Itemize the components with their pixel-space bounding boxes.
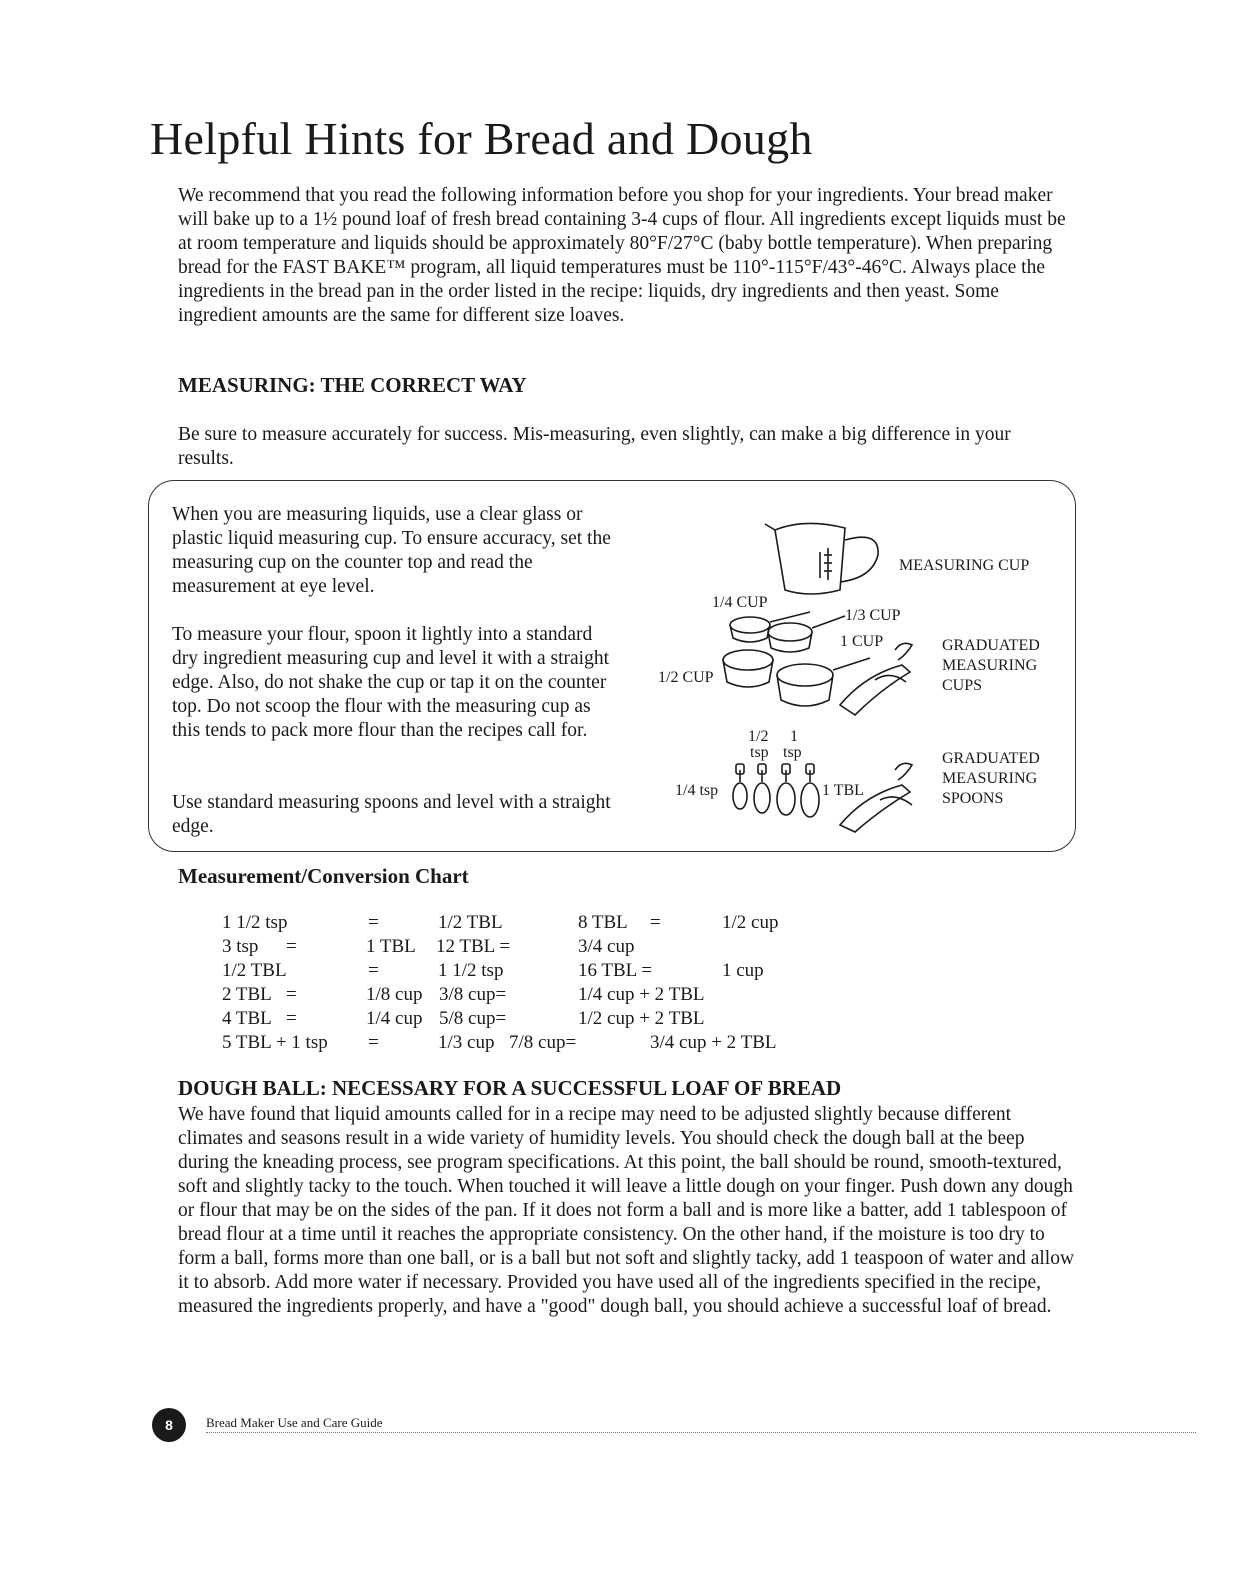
graduated-spoons-label-line3: SPOONS — [942, 790, 1004, 807]
conversion-cell: 1 1/2 tsp — [222, 912, 288, 933]
conversion-cell: 3/4 cup — [578, 936, 635, 957]
conversion-cell: 1 1/2 tsp — [438, 960, 504, 981]
conversion-cell: 2 TBL — [222, 984, 272, 1005]
half-tsp-label-line1: 1/2 — [748, 728, 769, 745]
conversion-cell: = — [286, 1008, 297, 1029]
measuring-paragraph: Be sure to measure accurately for success. Mis-measuring, even slightly, can make a big difference in your results. — [178, 424, 1011, 469]
conversion-chart-heading: Measurement/Conversion Chart — [178, 864, 469, 888]
one-tsp-label-line2: tsp — [783, 744, 802, 761]
conversion-cell: = — [286, 936, 297, 957]
footer-guide-title: Bread Maker Use and Care Guide — [206, 1415, 383, 1430]
spoon-measuring-tip: Use standard measuring spoons and level with a straight edge. — [172, 792, 611, 837]
graduated-cups-label-line1: GRADUATED — [942, 637, 1040, 654]
one-tsp-label-line1: 1 — [790, 728, 798, 745]
liquid-measuring-tip: When you are measuring liquids, use a clear glass or plastic liquid measuring cup. To ensure accuracy, set the measuring cup on the counter top and read the measurement at eye level. — [172, 504, 611, 597]
conversion-cell: 1/8 cup — [366, 984, 423, 1005]
conversion-cell: 1/2 TBL — [222, 960, 287, 981]
conversion-cell: 16 TBL = — [578, 960, 653, 981]
graduated-cups-label-line3: CUPS — [942, 677, 983, 694]
conversion-cell: 3 tsp — [222, 936, 259, 957]
conversion-cell: = — [368, 912, 379, 933]
conversion-cell: 7/8 cup= — [509, 1032, 577, 1053]
one-tbl-label: 1 TBL — [822, 782, 864, 799]
conversion-cell: 1/3 cup — [438, 1032, 495, 1053]
graduated-cups-icon — [723, 612, 912, 715]
conversion-cell: = — [368, 960, 379, 981]
graduated-spoons-label-line1: GRADUATED — [942, 750, 1040, 767]
measuring-heading: MEASURING: THE CORRECT WAY — [178, 373, 527, 397]
half-tsp-label-line2: tsp — [750, 744, 769, 761]
conversion-cell: 5/8 cup= — [439, 1008, 507, 1029]
dough-ball-paragraph: We have found that liquid amounts called for in a recipe may need to be adjusted slightly because different climates and seasons result in a wide variety of humidity levels. You should check the dough ball at the beep during the kneading process, see program specifications. At this point, the ball should be round, smooth-textured, soft and slightly tacky to the touch. When touched it will leave a little dough on your finger. Push down any dough or flour that may be on the sides of the pan. If it does not form a ball and is more like a batter, add 1 tablespoon of bread flour at a time until it reaches the appropriate consistency. On the other hand, if the moisture is too dry to form a ball, forms more than one ball, or is a ball but not soft and slightly tacky, add 1 teaspoon of water and allow it to absorb. Add more water if necessary. Provided you have used all of the ingredients specified in the recipe, measured the ingredients properly, and have a "good" dough ball, you should achieve a successful loaf of bread. — [178, 1104, 1075, 1317]
conversion-cell: 12 TBL = — [436, 936, 511, 957]
measuring-tools-illustration — [640, 500, 1070, 840]
one-cup-label: 1 CUP — [840, 633, 884, 650]
conversion-cell: 1/2 TBL — [438, 912, 503, 933]
dough-ball-heading: DOUGH BALL: NECESSARY FOR A SUCCESSFUL LOAF OF BREAD — [178, 1076, 842, 1100]
quarter-tsp-label: 1/4 tsp — [675, 782, 719, 799]
conversion-cell: 1/4 cup + 2 TBL — [578, 984, 705, 1005]
conversion-cell: = — [286, 984, 297, 1005]
conversion-cell: 5 TBL + 1 tsp — [222, 1032, 328, 1053]
quarter-cup-label: 1/4 CUP — [712, 594, 768, 611]
liquid-measuring-cup-icon — [765, 523, 878, 594]
conversion-cell: 4 TBL — [222, 1008, 272, 1029]
flour-measuring-tip: To measure your flour, spoon it lightly into a standard dry ingredient measuring cup and level it with a straight edge. Also, do not shake the cup or tap it on the counter top. Do not scoop the flour with the measuring cup as this tends to pack more flour than the recipes call for. — [172, 624, 610, 741]
half-cup-label: 1/2 CUP — [658, 669, 714, 686]
conversion-cell: = — [650, 912, 661, 933]
conversion-cell: 1/2 cup + 2 TBL — [578, 1008, 705, 1029]
conversion-cell: 1/4 cup — [366, 1008, 423, 1029]
conversion-cell: 3/4 cup + 2 TBL — [650, 1032, 777, 1053]
graduated-cups-label-line2: MEASURING — [942, 657, 1038, 674]
conversion-cell: 1 cup — [722, 960, 764, 981]
intro-paragraph: We recommend that you read the following information before you shop for your ingredients. Your bread maker will bake up to a 1½ pound loaf of fresh bread containing 3-4 cups of flour. All ingredients except liquids must be at room temperature and liquids should be approximately 80°F/27°C (baby bottle temperature). When preparing bread for the FAST BAKE™ program, all liquid temperatures must be 110°-115°F/43°-46°C. Always place the ingredients in the bread pan in the order listed in the recipe: liquids, dry ingredients and then yeast. Some ingredient amounts are the same for different size loaves. — [178, 185, 1066, 326]
conversion-cell: 8 TBL — [578, 912, 628, 933]
graduated-spoons-label-line2: MEASURING — [942, 770, 1038, 787]
conversion-cell: 3/8 cup= — [439, 984, 507, 1005]
conversion-cell: 1 TBL — [366, 936, 416, 957]
conversion-cell: = — [368, 1032, 379, 1053]
conversion-cell: 1/2 cup — [722, 912, 779, 933]
page-number-badge: 8 — [152, 1408, 186, 1442]
footer-dotted-rule — [206, 1432, 1196, 1433]
third-cup-label: 1/3 CUP — [845, 607, 901, 624]
page-title: Helpful Hints for Bread and Dough — [150, 113, 813, 164]
measuring-cup-label: MEASURING CUP — [899, 557, 1030, 574]
